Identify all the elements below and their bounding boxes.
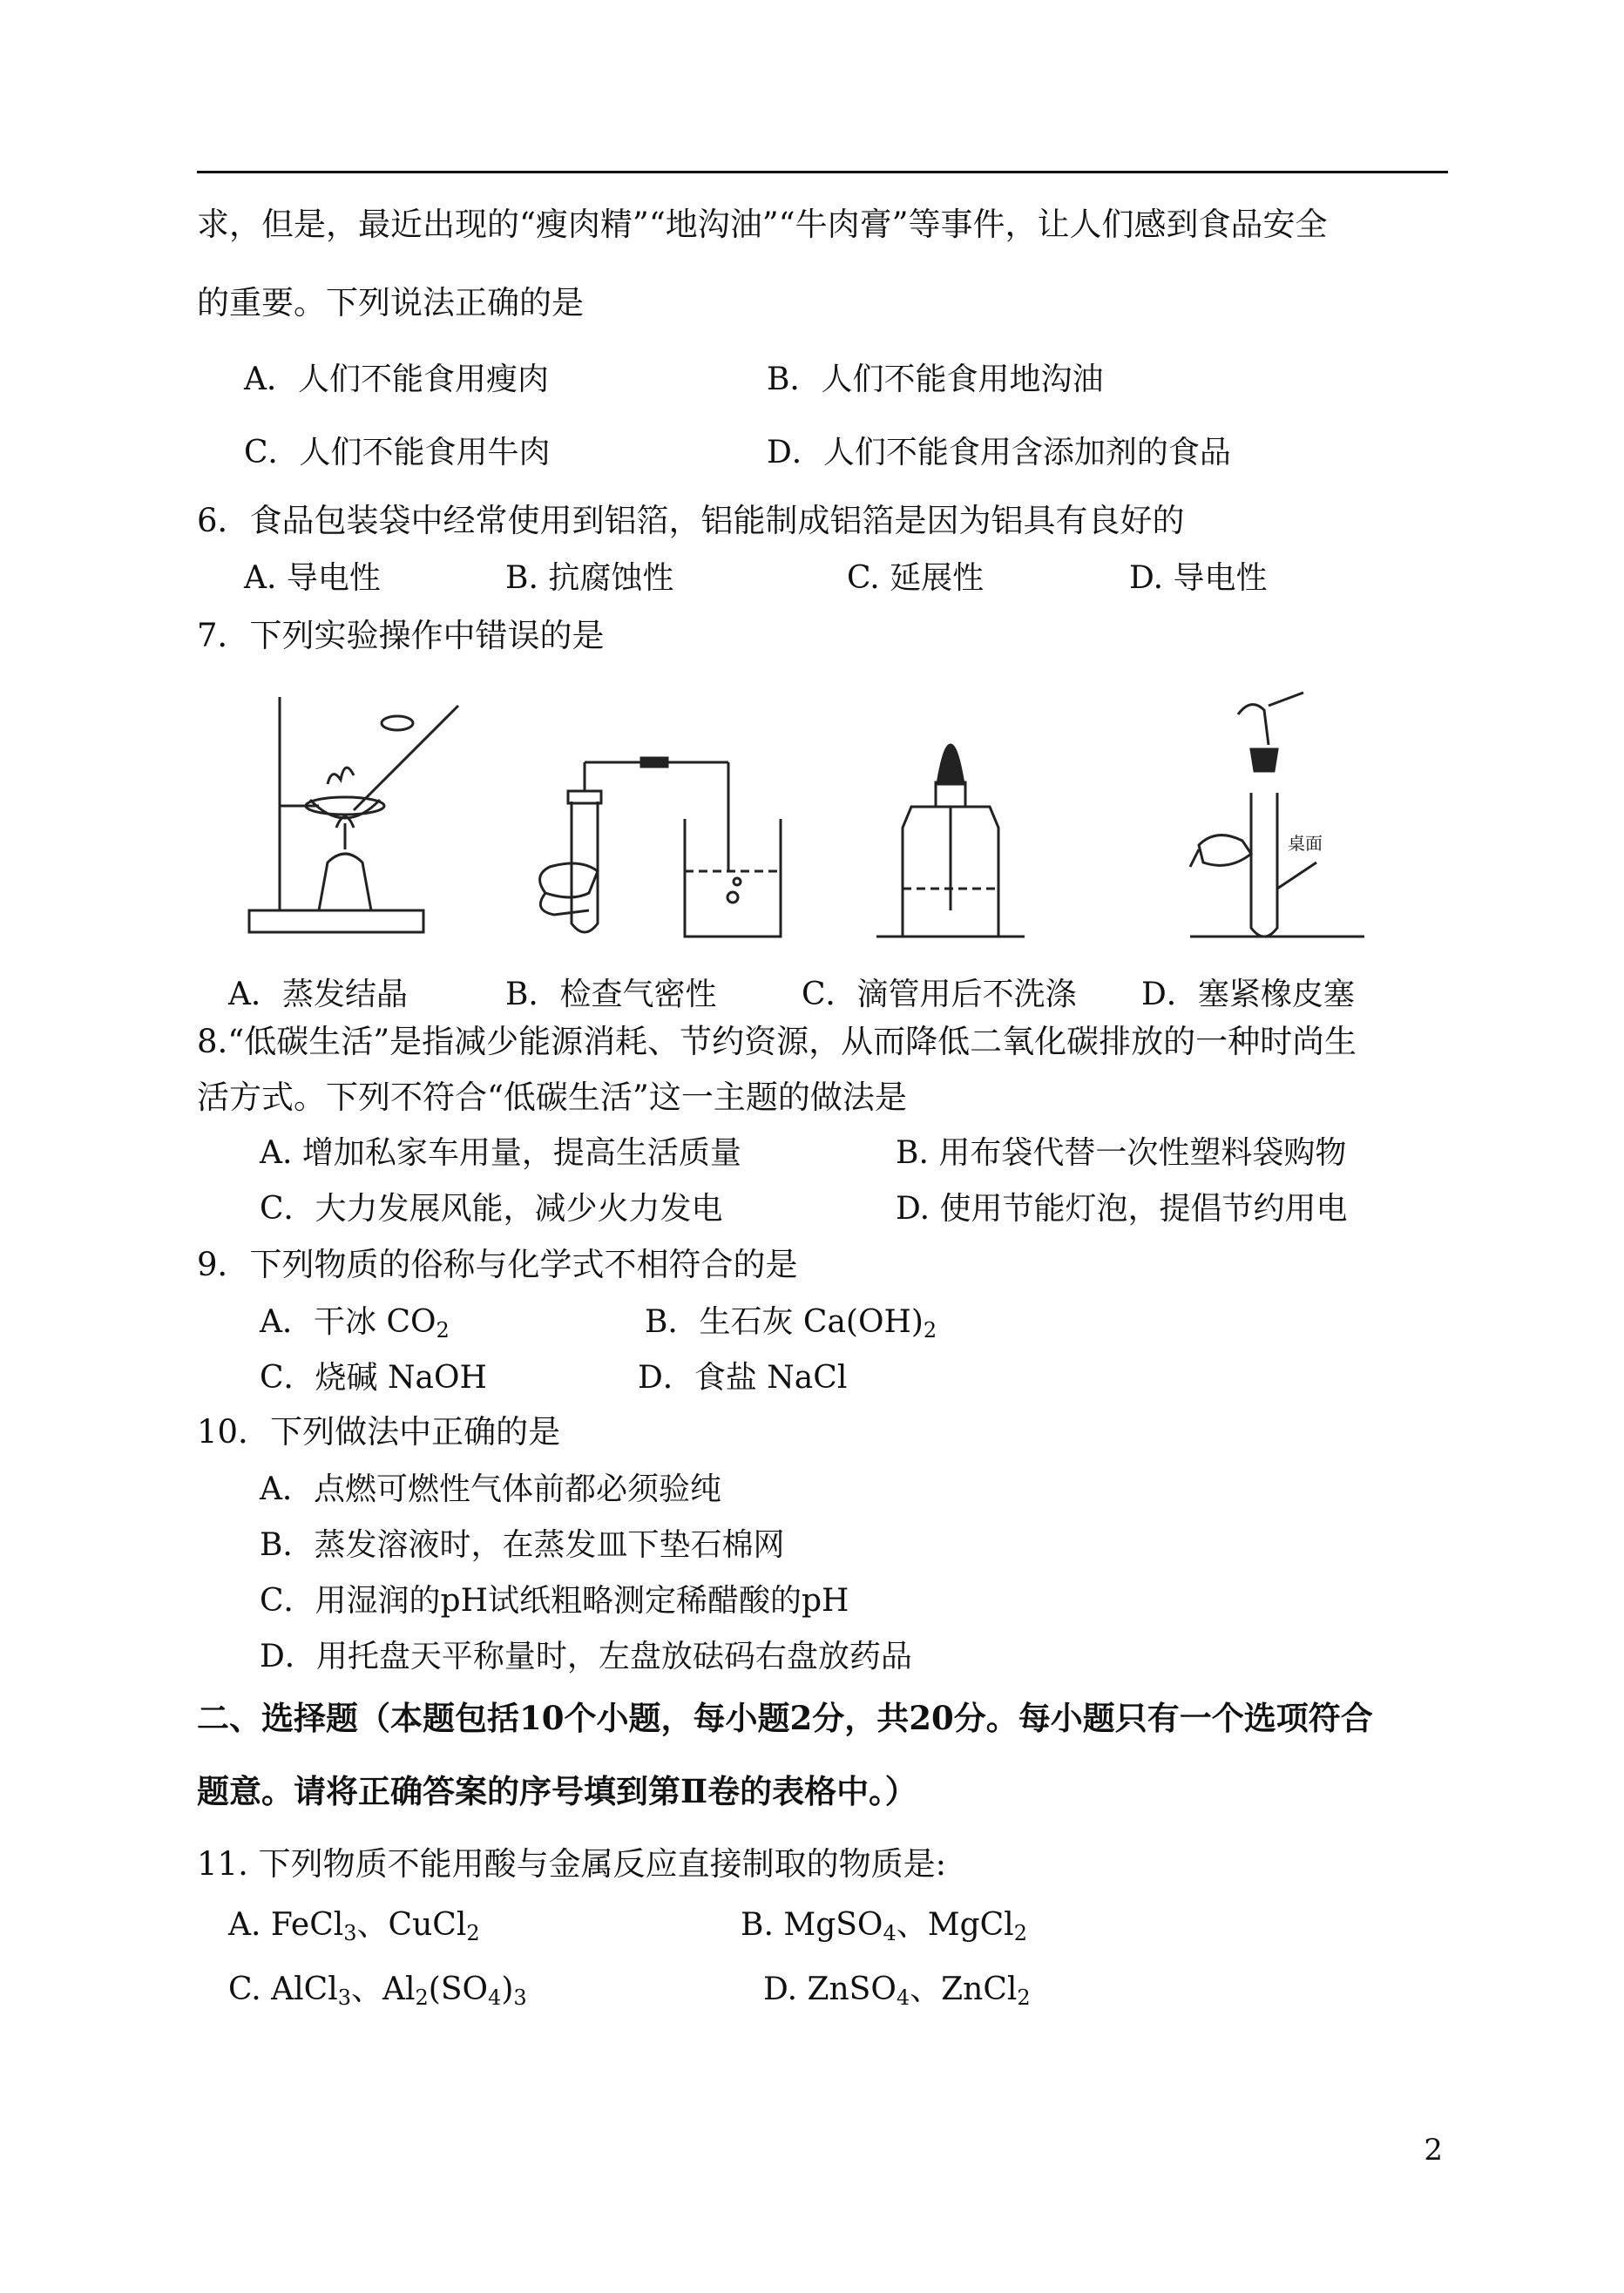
q8-option-a: A. 增加私家车用量，提高生活质量 bbox=[260, 1135, 741, 1171]
q11-option-c: C. AlCl$_3$、$Al_2(SO_4)_3$ bbox=[228, 1972, 527, 2010]
q6-option-c: C. 延展性 bbox=[847, 560, 985, 596]
question-8-stem-line1: 8.“低碳生活”是指减少能源消耗、节约资源，从而降低二氧化碳排放的一种时尚生 bbox=[197, 1023, 1357, 1060]
q8-option-c: C．大力发展风能，减少火力发电 bbox=[260, 1191, 723, 1227]
q8-option-b: B. 用布袋代替一次性塑料袋购物 bbox=[896, 1135, 1347, 1171]
q7-option-c: C．滴管用后不洗涤 bbox=[802, 977, 1077, 1012]
q6-option-d: D. 导电性 bbox=[1129, 560, 1268, 596]
option-d: D．人们不能食用含添加剂的食品 bbox=[767, 435, 1231, 470]
q6-option-a: A. 导电性 bbox=[244, 560, 381, 596]
section-2-heading-line1: 二、选择题（本题包括10个小题，每小题2分，共20分。每小题只有一个选项符合 bbox=[197, 1699, 1373, 1737]
q9-option-b: B．生石灰 $Ca(OH)_2$ bbox=[645, 1304, 937, 1343]
q10-option-c: C．用湿润的pH试纸粗略测定稀醋酸的pH bbox=[260, 1583, 849, 1619]
option-c: C．人们不能食用牛肉 bbox=[244, 435, 551, 470]
q10-option-a: A．点燃可燃性气体前都必须验纯 bbox=[260, 1471, 721, 1507]
question-7-stem: 7．下列实验操作中错误的是 bbox=[197, 617, 605, 654]
q6-option-b: B. 抗腐蚀性 bbox=[505, 560, 674, 596]
q9-option-d: D．食盐 NaCl bbox=[638, 1360, 848, 1396]
stopper-insertion bbox=[1190, 693, 1364, 937]
question-continuation-line1: 求，但是，最近出现的“瘦肉精”“地沟油”“牛肉膏”等事件，让人们感到食品安全 bbox=[197, 206, 1328, 243]
q7-option-a: A．蒸发结晶 bbox=[228, 977, 408, 1012]
header-rule bbox=[197, 171, 1448, 173]
q10-option-d: D．用托盘天平称量时，左盘放砝码右盘放药品 bbox=[260, 1639, 912, 1674]
question-8-stem-line2: 活方式。下列不符合“低碳生活”这一主题的做法是 bbox=[197, 1079, 907, 1116]
q11-option-b: B. MgSO$_4$、MgCl$_2$ bbox=[741, 1907, 1027, 1945]
evaporation-apparatus bbox=[249, 697, 458, 932]
question-11-stem: 11. 下列物质不能用酸与金属反应直接制取的物质是: bbox=[197, 1845, 947, 1883]
option-b: B．人们不能食用地沟油 bbox=[767, 362, 1104, 397]
q10-option-b: B．蒸发溶液时，在蒸发皿下垫石棉网 bbox=[260, 1527, 785, 1563]
q9-option-a: A．干冰 $CO_2$ bbox=[260, 1304, 450, 1343]
q7-option-b: B．检查气密性 bbox=[505, 977, 717, 1012]
dropper-bottle bbox=[876, 745, 1025, 937]
q7-option-d: D．塞紧橡皮塞 bbox=[1141, 977, 1355, 1012]
q8-option-d: D. 使用节能灯泡，提倡节约用电 bbox=[896, 1191, 1348, 1227]
option-a: A．人们不能食用瘦肉 bbox=[244, 362, 549, 397]
section-2-heading-line2: 题意。请将正确答案的序号填到第Ⅱ卷的表格中。） bbox=[197, 1772, 917, 1810]
q9-option-c: C．烧碱 NaOH bbox=[260, 1360, 487, 1396]
question-9-stem: 9．下列物质的俗称与化学式不相符合的是 bbox=[197, 1246, 798, 1283]
airtightness-apparatus bbox=[540, 758, 781, 937]
question-continuation-line2: 的重要。下列说法正确的是 bbox=[197, 284, 584, 321]
question-6-stem: 6．食品包装袋中经常使用到铝箔，铝能制成铝箔是因为铝具有良好的 bbox=[197, 502, 1185, 539]
q11-option-d: D. ZnSO$_4$、ZnCl$_2$ bbox=[763, 1972, 1031, 2010]
desk-label: 桌面 bbox=[1288, 833, 1323, 854]
page-number: 2 bbox=[1424, 2133, 1443, 2168]
lab-operations-figure bbox=[197, 688, 1373, 958]
q11-option-a: A. FeCl$_3$、CuCl$_2$ bbox=[228, 1907, 480, 1945]
question-10-stem: 10．下列做法中正确的是 bbox=[197, 1413, 561, 1451]
